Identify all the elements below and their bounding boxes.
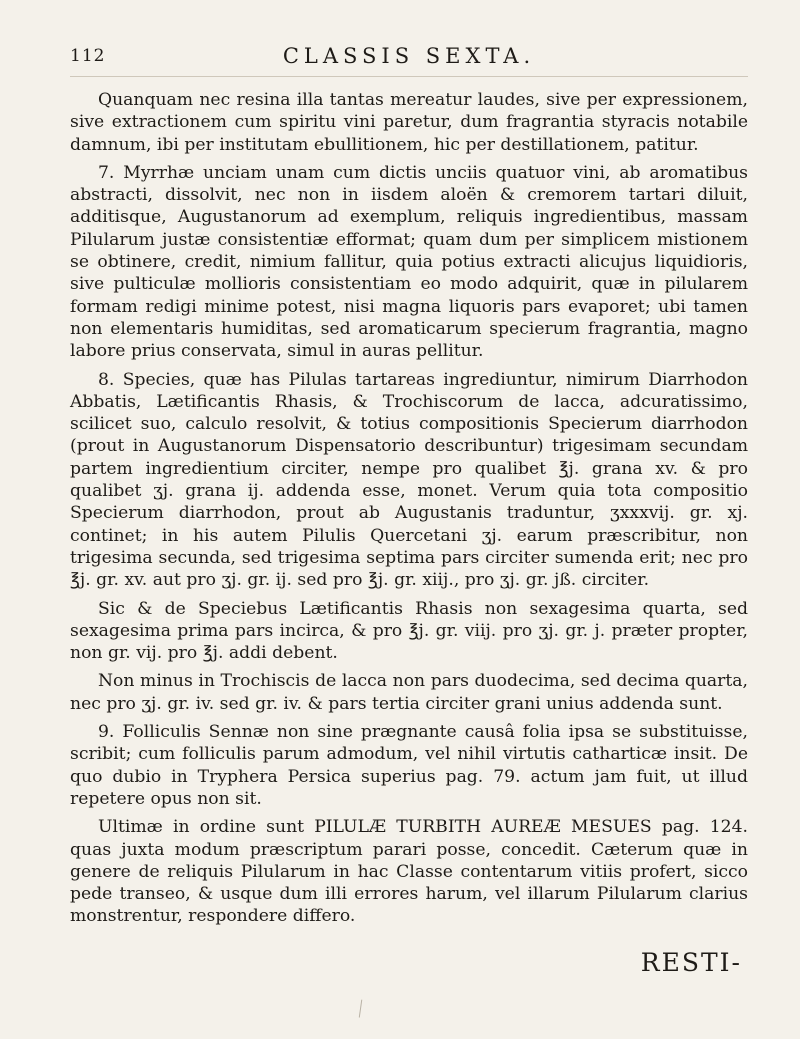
running-head: CLASSIS SEXTA. (282, 44, 536, 68)
paragraph-8-species: 8. Species, quæ has Pilulas tartareas ingrediuntur, nimirum Diarrhodon Abbatis, Lætificantis Rhasis, & Trochiscorum de lacca, adcuratissimo, scilicet suo, calculo resolvit, & totius compositionis Specierum diarrhodon (prout in Augustanorum Dispensatorio describuntur) trigesimam secundam partem ingredientium circiter, nempe pro qualibet ℥j. grana xv. & pro qualibet ʒj. grana ij. addenda esse, monet. Verum quia tota compositio Specierum diarrhodon, prout ab Augustanis traduntur, ʒxxxvij. gr. xj. continet; in his autem Pilulis Quercetani ʒj. earum præscribitur, non trigesima secunda, sed trigesima septima pars circiter sumenda erit; nec pro ℥j. gr. xv. aut pro ʒj. gr. ij. sed pro ℥j. gr. xiij., pro ʒj. gr. jß. circiter. (70, 369, 748, 591)
paragraph-9-folliculis: 9. Folliculis Sennæ non sine prægnante causâ folia ipsa se substituisse, scribit; cum folliculis parum admodum, vel nihil virtutis catharticæ insit. De quo dubio in Tryphera Persica superius pag. 79. actum jam fuit, ut illud repetere opus non sit. (70, 722, 748, 809)
ink-mark (359, 1000, 368, 1019)
catchword: RESTI- (640, 948, 742, 977)
paragraph-pilulae-turbith: Ultimæ in ordine sunt PILULÆ TURBITH AUREÆ MESUES pag. 124. quas juxta modum præscriptum parari posse, concedit. Cæterum quæ in genere de reliquis Pilularum in hac Classe contentarum vitiis profert, sicco pede transeo, & usque dum illi errores harum, vel illarum Pilularum clarius monstrentur, respondere differo. (70, 817, 748, 927)
page-number: 112 (70, 46, 106, 66)
body-text (70, 89, 748, 928)
page-header (70, 42, 748, 77)
paragraph-resina: Quanquam nec resina illa tantas mereatur laudes, sive per expressionem, sive extractionem cum spiritu vini paretur, dum fragrantia styracis notabile damnum, ibi per institutam ebullitionem, hic per destillationem, patitur. (70, 90, 748, 155)
paragraph-laetificantis: Sic & de Speciebus Lætificantis Rhasis non sexagesima quarta, sed sexagesima prima pars incirca, & pro ℥j. gr. viij. pro ʒj. gr. j. præter propter, non gr. vij. pro ℥j. addi debent. (70, 598, 748, 664)
paragraph-7-myrrha: 7. Myrrhæ unciam unam cum dictis unciis quatuor vini, ab aromatibus abstracti, dissolvit, nec non in iisdem aloën & cremorem tartari diluit, additisque, Augustanorum ad exemplum, reliquis ingredientibus, massam Pilularum justæ consistentiæ efformat; quam dum per simplicem mistionem se obtinere, credit, nimium fallitur, quia potius extracti alicujus liquidioris, sive pulticulæ mollioris consistentiam eo modo adquirit, quæ in pilularem formam redigi minime potest, nisi magna liquoris pars evaporet; ubi tamen non elementaris humiditas, sed aromaticarum specierum fragrantia, magno labore prius conservata, simul in auras pellitur. (70, 162, 748, 362)
paragraph-trochiscis: Non minus in Trochiscis de lacca non pars duodecima, sed decima quarta, nec pro ʒj. gr. iv. sed gr. iv. & pars tertia circiter grani unius addenda sunt. (70, 671, 748, 714)
